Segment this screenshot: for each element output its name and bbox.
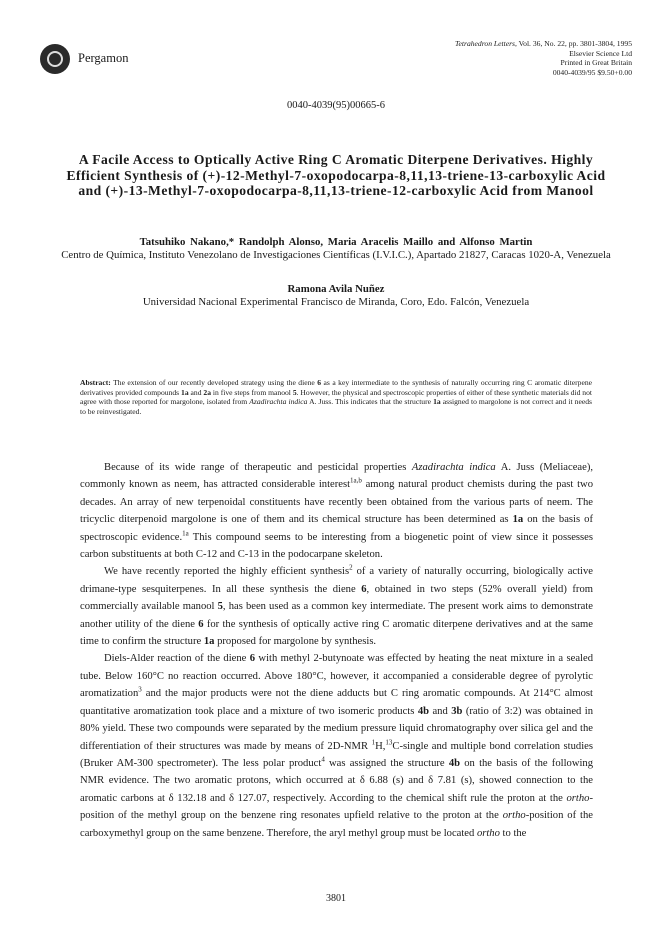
text-run: on the basis of spectroscopic evidence. xyxy=(80,514,593,543)
text-run: C-single and multiple bond correlation studies (Bruker AM-300 spectrometer). The less polar product xyxy=(80,740,593,769)
text-run: and the major products were not the diene adducts but C ring aromatic compounds. At 214°C almost quantitative aromatization took place and a mixture of two isomeric products xyxy=(80,688,593,717)
isotope-sup: 13 xyxy=(385,737,393,746)
author-names-2: Ramona Avila Nuñez xyxy=(287,283,385,295)
text-run: This compound seems to be interesting from a biogenetic point of view since it possesses carbon substituents at both C-12 and C-13 in the podocarpane skeleton. xyxy=(80,531,593,561)
abstract-text: The extension of our recently developed strategy using the diene xyxy=(110,378,318,387)
compound-ref: 1a xyxy=(433,397,441,407)
paper-title: A Facile Access to Optically Active Ring C Aromatic Diterpene Derivatives. Highly Efficient Synthesis of (+)-12-Methyl-7-oxopodocarpa-8,11,13-triene-13-carboxylic Acid and (+)-13-Methyl-7-oxopodocarpa-8,11,13-triene-12-carboxylic Acid from Manool xyxy=(66,152,606,198)
text-run: to the xyxy=(499,827,527,839)
author-names-1: Tatsuhiko Nakano,* Randolph Alonso, Maria Aracelis Maillo and Alfonso Martin xyxy=(139,236,533,248)
abstract-text: assigned to margolone is not correct and it needs to be reinvestigated. xyxy=(80,397,592,417)
text-run: -position of the methyl group on the benzene ring resonates upfield relative to the proton at the xyxy=(80,792,593,822)
compound-ref: 6 xyxy=(361,583,367,595)
abstract-label: Abstract: xyxy=(80,378,111,387)
journal-citation-line xyxy=(455,39,632,49)
journal-printed: Printed in Great Britain xyxy=(560,58,632,67)
abstract-text: in five steps from manool xyxy=(210,387,293,397)
compound-ref: 6 xyxy=(317,378,322,387)
citation-ref: 4 xyxy=(321,755,325,764)
citation-ref: 1a xyxy=(182,529,189,538)
paragraph-1 xyxy=(80,459,593,563)
compound-ref: 1a xyxy=(512,514,524,526)
journal-name: Tetrahedron Letters xyxy=(455,39,515,48)
journal-info xyxy=(455,39,632,77)
journal-issn: 0040-4039/95 $9.50+0.00 xyxy=(552,67,632,77)
text-run: Because of its wide range of therapeutic and pesticidal properties xyxy=(104,462,412,473)
text-run: for the synthesis of optically active ring C aromatic diterpene derivatives and at the same time to confirm the structure xyxy=(80,618,593,648)
abstract xyxy=(80,378,592,417)
paragraph-2 xyxy=(80,563,593,650)
text-run: A. Juss (Meliaceae), commonly known as neem, has attracted considerable interest xyxy=(80,462,593,491)
compound-ref: 1a xyxy=(181,387,189,397)
isotope-sup: 1 xyxy=(371,737,376,746)
abstract-text: and xyxy=(188,387,204,397)
text-run: with methyl 2-butynoate was effected by heating the neat mixture in a sealed tube. Below 160°C no reaction occurred. Above 180°C, however, it accompanied a considerable degree of pyrolytic aromatization xyxy=(80,653,593,700)
text-run: , has been used as a common key intermediate. The present work aims to demonstrate another utility of the diene xyxy=(80,601,593,630)
author-block-1 xyxy=(50,236,622,261)
italic-term: ortho xyxy=(502,810,526,822)
affiliation-1: Centro de Química, Instituto Venezolano de Investigaciones Científicas (I.V.I.C.), Apartado 21827, Caracas 1020-A, Venezuela xyxy=(61,248,611,261)
text-run: was assigned the structure xyxy=(324,757,449,769)
italic-term: ortho xyxy=(476,827,500,839)
compound-ref: 3b xyxy=(451,705,463,717)
text-run: , obtained in two steps (52% overall yield) from commercially available manool xyxy=(80,583,593,613)
text-run: H, xyxy=(375,740,386,752)
text-run: Diels-Alder reaction of the diene xyxy=(104,653,250,665)
abstract-text: A. Juss. This indicates that the structure xyxy=(307,397,434,407)
compound-ref: 6 xyxy=(249,653,256,665)
text-run: on the basis of the following NMR evidence. The two aromatic protons, which occurred at δ 6.88 (s) and δ 7.81 (s), showed connection to the aromatic carbons at δ 132.18 and δ 127.07, respectively. According to the chemical shift rule the proton at the xyxy=(80,757,594,804)
species-name: Azadirachta indica xyxy=(249,397,308,407)
journal-citation: , Vol. 36, No. 22, pp. 3801-3804, 1995 xyxy=(514,39,632,48)
journal-publisher: Elsevier Science Ltd xyxy=(569,48,632,58)
species-name: Azadirachta indica xyxy=(411,462,496,473)
compound-ref: 4b xyxy=(417,705,430,717)
italic-term: ortho xyxy=(566,792,590,804)
text-run: of a variety of naturally occurring, biologically active drimane-type sesquiterpenes. In all these synthesis the diene xyxy=(80,566,593,595)
paragraph-3 xyxy=(80,650,593,841)
page-number: 3801 xyxy=(326,893,346,904)
affiliation-2: Universidad Nacional Experimental Francisco de Miranda, Coro, Edo. Falcón, Venezuela xyxy=(142,295,530,308)
body-text xyxy=(80,459,593,842)
compound-ref: 2a xyxy=(203,387,211,397)
text-run: (ratio of 3:2) was obtained in 80% yield. These two compounds were separated by the medium pressure liquid chromatography over silica gel and the differentiation of their structures was made by means of 2D-NMR xyxy=(80,705,594,752)
abstract-text: . However, the physical and spectroscopic properties of either of these synthetic materials did not agree with those reported for margolone, isolated from xyxy=(80,387,592,407)
author-block-2 xyxy=(50,283,622,308)
publisher-name: Pergamon xyxy=(78,51,129,65)
text-run: We have recently reported the highly efficient synthesis xyxy=(104,566,350,578)
doi: 0040-4039(95)00665-6 xyxy=(287,100,385,111)
citation-ref: 2 xyxy=(349,563,353,572)
citation-ref: 1a,b xyxy=(350,476,362,485)
text-run: -position of the carboxymethyl group on the same benzene. Therefore, the aryl methyl group must be located xyxy=(80,810,593,839)
compound-ref: 4b xyxy=(448,757,461,769)
compound-ref: 5 xyxy=(217,601,223,613)
text-run: proposed for margolone by synthesis. xyxy=(214,636,377,648)
compound-ref: 1a xyxy=(203,636,215,648)
compound-ref: 6 xyxy=(198,618,204,630)
publisher-logo xyxy=(40,44,70,74)
text-run: among natural product chemists during the past two decades. An array of new terpenoidal constituents have recently been obtained from the various parts of neem. The tricyclic diterpenoid margolone is one of them and its chemical structure has been determined as xyxy=(80,479,593,526)
citation-ref: 3 xyxy=(138,685,142,694)
compound-ref: 5 xyxy=(292,387,297,397)
text-run: and xyxy=(429,705,452,717)
abstract-text: as a key intermediate to the synthesis of naturally occurring ring C aromatic diterpene derivatives provided compounds xyxy=(80,378,592,397)
